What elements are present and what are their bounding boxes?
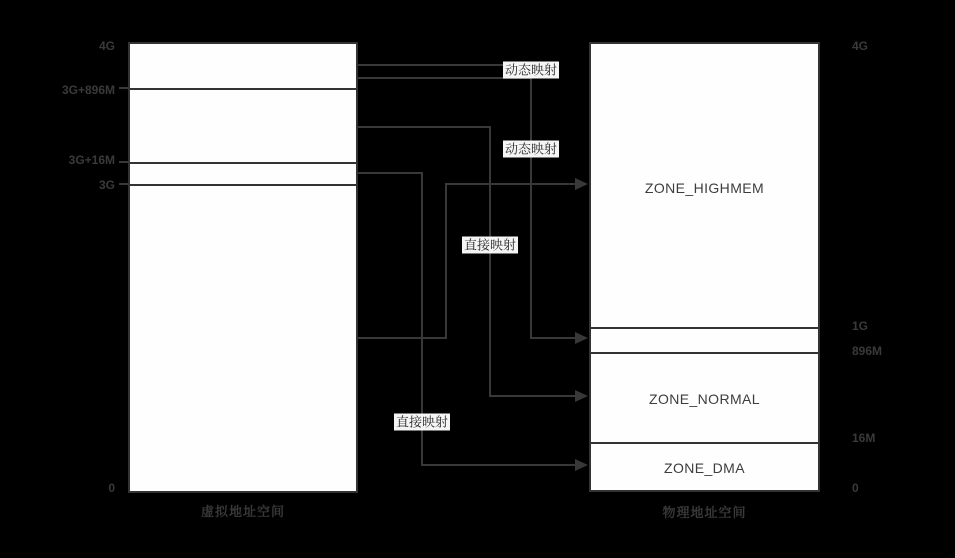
- ptick-1g: 1G: [852, 319, 869, 333]
- arrowhead-icon: [575, 390, 588, 402]
- normal-map-line: [358, 126, 491, 128]
- dynamic-mapping-label-2: 动态映射: [504, 141, 558, 157]
- highmem-map-line-up: [445, 183, 447, 339]
- ptick-896m: 896M: [852, 344, 883, 358]
- arrowhead-icon: [575, 459, 588, 471]
- zone-normal-label: ZONE_NORMAL: [649, 391, 760, 407]
- zone-dma-label: ZONE_DMA: [664, 460, 745, 476]
- normal-map-arrow-line: [489, 395, 577, 397]
- vtick-0: 0: [108, 481, 115, 495]
- virtual-address-space-box: [128, 42, 358, 493]
- divider-896m: [591, 352, 818, 354]
- direct-mapping-label-1: 直接映射: [463, 237, 517, 253]
- arrowhead-icon: [575, 332, 588, 344]
- highmem-map-arrow-line: [445, 183, 577, 185]
- tick-mark: [119, 161, 129, 163]
- vtick-3g: 3G: [98, 178, 115, 192]
- physical-space-caption: 物理地址空间: [662, 505, 747, 520]
- normal-map-line-down: [489, 126, 491, 397]
- divider-16m: [591, 442, 818, 444]
- tick-mark: [119, 87, 129, 89]
- vtick-4g: 4G: [98, 39, 115, 53]
- dynamic-map-arrow-line: [530, 337, 577, 339]
- direct-mapping-label-2: 直接映射: [395, 414, 449, 430]
- highmem-map-line: [358, 337, 447, 339]
- dma-map-arrow-line: [421, 464, 577, 466]
- ptick-4g: 4G: [852, 39, 869, 53]
- divider-3g-16m: [130, 162, 356, 164]
- arrowhead-icon: [575, 178, 588, 190]
- ptick-0: 0: [852, 481, 859, 495]
- zone-highmem-label: ZONE_HIGHMEM: [644, 180, 765, 196]
- ptick-16m: 16M: [852, 431, 876, 445]
- vtick-3g16m: 3G+16M: [68, 153, 115, 167]
- tick-mark: [119, 183, 129, 185]
- vtick-3g896m: 3G+896M: [61, 83, 115, 97]
- physical-address-space-box: [589, 42, 820, 492]
- dma-map-line: [358, 172, 423, 174]
- divider-3g: [130, 184, 356, 186]
- divider-1g: [591, 327, 818, 329]
- divider-3g-896m: [130, 88, 356, 90]
- dynamic-map-line-down: [530, 64, 532, 339]
- virtual-space-caption: 虚拟地址空间: [200, 504, 285, 519]
- dynamic-mapping-label-1: 动态映射: [504, 62, 558, 78]
